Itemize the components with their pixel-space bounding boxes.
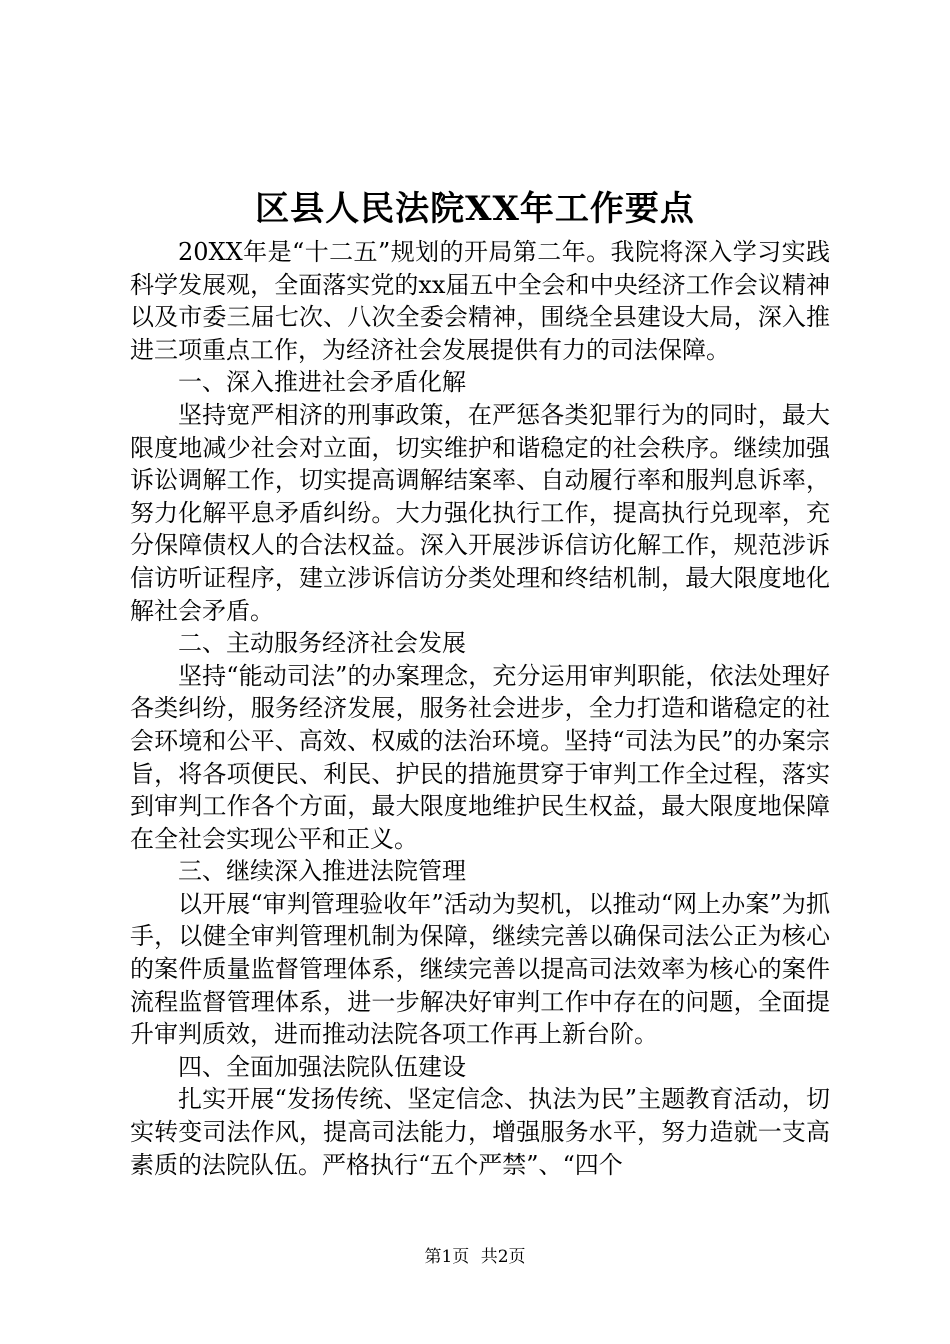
intro-paragraph: 20XX年是“十二五”规划的开局第二年。我院将深入学习实践科学发展观，全面落实党的xx届五中全会和中央经济工作会议精神以及市委三届七次、八次全委会精神，围绕全县建设大局，深入推进三项重点工作，为经济社会发展提供有力的司法保障。 <box>130 238 830 364</box>
section-heading-2: 二、主动服务经济社会发展 <box>178 629 466 658</box>
section-heading-3: 三、继续深入推进法院管理 <box>178 857 466 886</box>
page-total: 共2页 <box>480 1247 526 1267</box>
document-body <box>130 236 830 1181</box>
document-title: 区县人民法院XX年工作要点 <box>255 189 695 229</box>
page-number: 第1页 <box>424 1247 470 1267</box>
section-body-4: 扎实开展“发扬传统、坚定信念、执法为民”主题教育活动，切实转变司法作风，提高司法能力，增强服务水平，努力造就一支高素质的法院队伍。严格执行“五个严禁”、“四个 <box>130 1085 830 1179</box>
section-body-3: 以开展“审判管理验收年”活动为契机，以推动“网上办案”为抓手，以健全审判管理机制为保障，继续完善以确保司法公正为核心的案件质量监督管理体系，继续完善以提高司法效率为核心的案件流程监督管理体系，进一步解决好审判工作中存在的问题，全面提升审判质效，进而推动法院各项工作再上新台阶。 <box>130 889 830 1049</box>
section-heading-4: 四、全面加强法院队伍建设 <box>178 1052 466 1081</box>
section-body-1: 坚持宽严相济的刑事政策，在严惩各类犯罪行为的同时，最大限度地减少社会对立面，切实维护和谐稳定的社会秩序。继续加强诉讼调解工作，切实提高调解结案率、自动履行率和服判息诉率，努力化解平息矛盾纠纷。大力强化执行工作，提高执行兑现率，充分保障债权人的合法权益。深入开展涉诉信访化解工作，规范涉诉信访听证程序，建立涉诉信访分类处理和终结机制，最大限度地化解社会矛盾。 <box>130 400 830 625</box>
page-footer <box>0 1245 950 1269</box>
section-body-2: 坚持“能动司法”的办案理念，充分运用审判职能，依法处理好各类纠纷，服务经济发展，服务社会进步，全力打造和谐稳定的社会环境和公平、高效、权威的法治环境。坚持“司法为民”的办案宗旨，将各项便民、利民、护民的措施贯穿于审判工作全过程，落实到审判工作各个方面，最大限度地维护民生权益，最大限度地保障在全社会实现公平和正义。 <box>130 661 830 853</box>
section-heading-1: 一、深入推进社会矛盾化解 <box>178 368 466 397</box>
